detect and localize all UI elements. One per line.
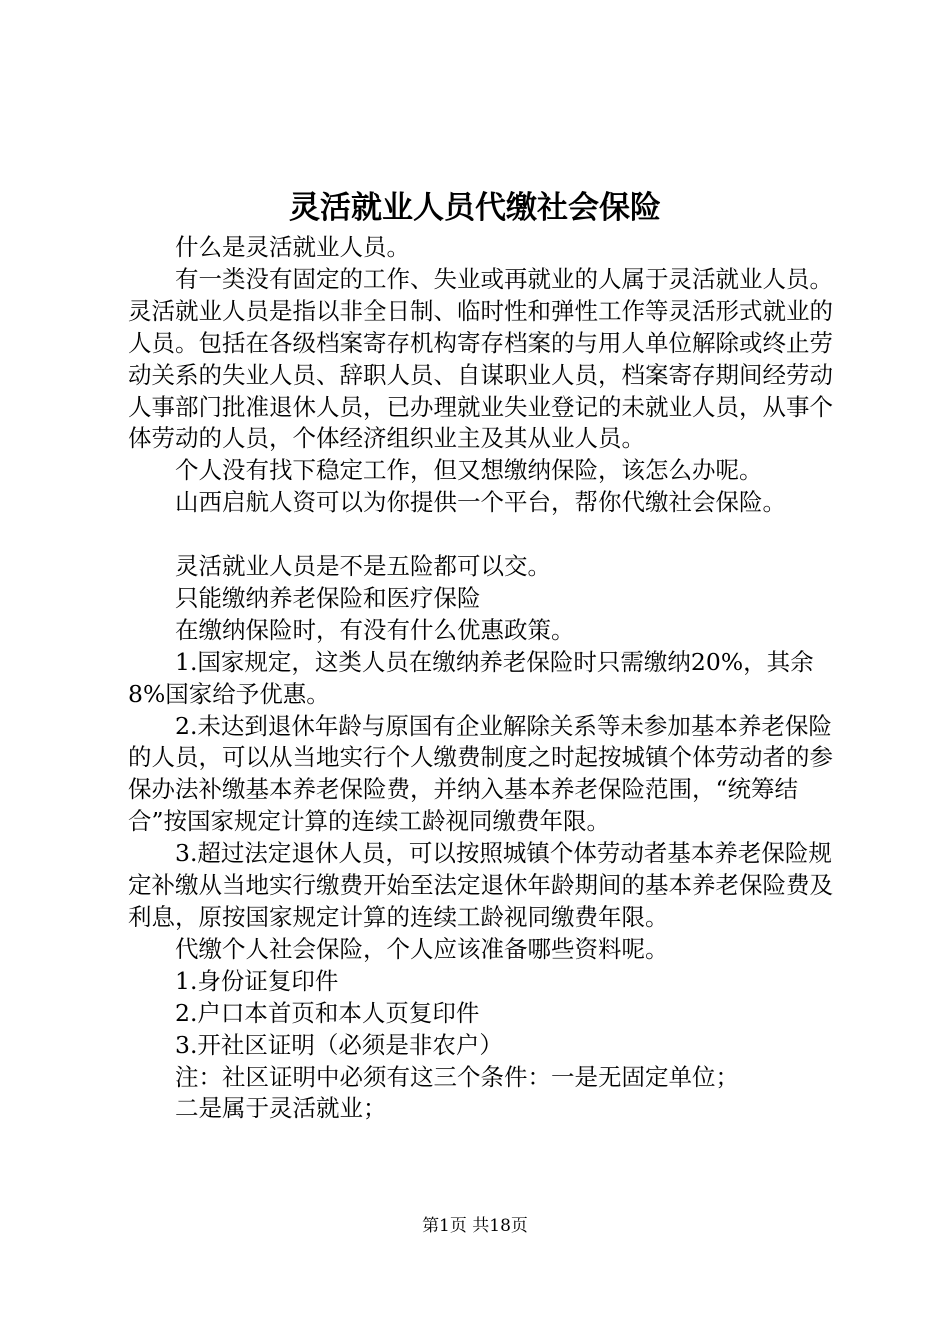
paragraph: 1.身份证复印件 <box>175 966 339 995</box>
paragraph: 3.超过法定退休人员，可以按照城镇个体劳动者基本养老保险规定补缴从当地实行缴费开始至法定退休年龄期间的基本养老保险费及利息，原按国家规定计算的连续工龄视同缴费年限。 <box>128 839 833 932</box>
paragraph: 注：社区证明中必须有这三个条件：一是无固定单位； <box>175 1062 739 1091</box>
paragraph: 只能缴纳养老保险和医疗保险 <box>175 583 481 612</box>
paragraph: 2.未达到退休年龄与原国有企业解除关系等未参加基本养老保险的人员，可以从当地实行个人缴费制度之时起按城镇个体劳动者的参保办法补缴基本养老保险费，并纳入基本养老保险范围，“统筹结合”按国家规定计算的连续工龄视同缴费年限。 <box>128 711 833 836</box>
paragraph: 二是属于灵活就业； <box>175 1094 387 1123</box>
paragraph: 在缴纳保险时，有没有什么优惠政策。 <box>175 615 575 644</box>
blank-line <box>128 519 836 551</box>
paragraph: 1.国家规定，这类人员在缴纳养老保险时只需缴纳20%，其余8%国家给予优惠。 <box>128 647 814 708</box>
paragraph: 个人没有找下稳定工作，但又想缴纳保险，该怎么办呢。 <box>175 456 763 485</box>
paragraph: 代缴个人社会保险，个人应该准备哪些资料呢。 <box>175 934 669 963</box>
document-title: 灵活就业人员代缴社会保险 <box>289 190 661 226</box>
page-number-footer: 第1页 共18页 <box>422 1216 528 1236</box>
paragraph: 有一类没有固定的工作、失业或再就业的人属于灵活就业人员。灵活就业人员是指以非全日制、临时性和弹性工作等灵活形式就业的人员。包括在各级档案寄存机构寄存档案的与用人单位解除或终止劳动关系的失业人员、辞职人员、自谋职业人员，档案寄存期间经劳动人事部门批准退休人员，已办理就业失业登记的未就业人员，从事个体劳动的人员，个体经济组织业主及其从业人员。 <box>128 264 833 453</box>
document-body <box>128 232 836 1125</box>
paragraph: 2.户口本首页和本人页复印件 <box>175 998 480 1027</box>
paragraph: 山西启航人资可以为你提供一个平台，帮你代缴社会保险。 <box>175 488 786 517</box>
paragraph: 什么是灵活就业人员。 <box>175 233 410 261</box>
paragraph: 灵活就业人员是不是五险都可以交。 <box>175 552 551 581</box>
paragraph: 3.开社区证明（必须是非农户） <box>175 1030 503 1059</box>
